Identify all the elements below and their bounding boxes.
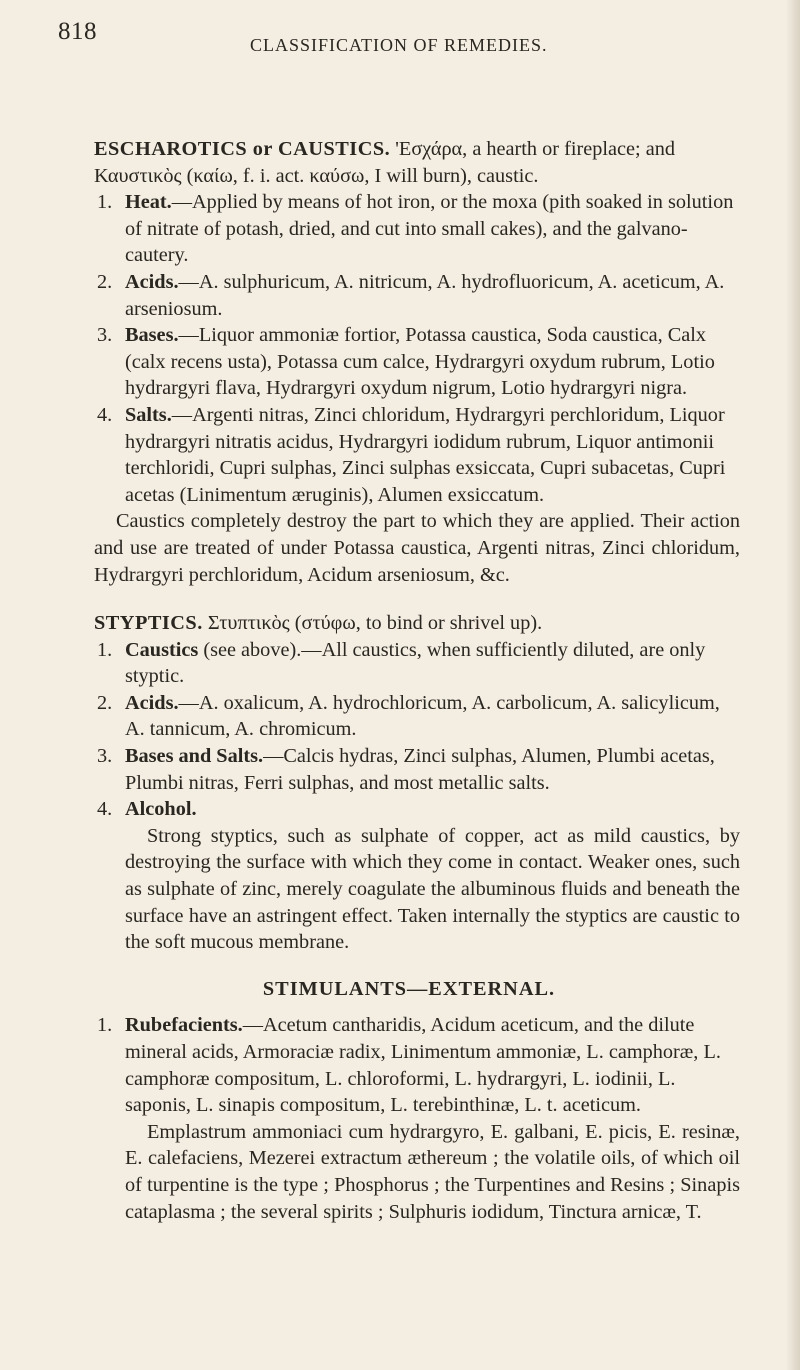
- page-header: [0, 0, 800, 100]
- item-title: Heat.: [125, 191, 172, 214]
- item-title: Alcohol.: [125, 798, 197, 821]
- item-text: —Argenti nitras, Zinci chloridum, Hydrargyri perchloridum, Liquor hydrargyri nitratis acidus, Hydrargyri iodidum rubrum, Liquor antimonii terchloridi, Cupri sulphas, Zinci sulphas exsiccata, Cupri subacetas, Cupri acetas (Linimentum æruginis), Alumen exsiccatum.: [125, 403, 726, 506]
- list-item: [78, 690, 740, 743]
- item-number: 4.: [97, 403, 113, 426]
- item-title: Acids.: [125, 691, 179, 714]
- item-number: 1.: [97, 191, 113, 214]
- list-item: [78, 1012, 740, 1118]
- escharotics-list: [78, 189, 740, 508]
- styptics-etymology: Στυπτικὸς (στύφω, to bind or shrivel up).: [207, 612, 543, 635]
- item-title: Rubefacients.: [125, 1014, 243, 1037]
- item-title: Bases and Salts.: [125, 745, 264, 768]
- stimulants-list: [78, 1012, 740, 1118]
- escharotics-intro: [78, 136, 740, 189]
- item-text: —Acetum cantharidis, Acidum aceticum, and the dilute mineral acids, Armoraciæ radix, Linimentum ammoniæ, L. camphoræ, L. camphoræ compositum, L. chloroformi, L. hydrargyri, L. iodinii, L. saponis, L. sinapis compositum, L. terebinthinæ, L. t. aceticum.: [125, 1014, 721, 1117]
- item-text: —Liquor ammoniæ fortior, Potassa caustica, Soda caustica, Calx (calx recens usta), Potassa cum calce, Hydrargyri oxydum rubrum, Lotio hydrargyri flava, Hydrargyri oxydum nigrum, Lotio hydrargyri nigra.: [125, 324, 715, 400]
- item-number: 1.: [97, 638, 113, 661]
- escharotics-etymology: 'Εσχάρα, a hearth or fireplace; and Καυστικὸς (καίω, f. i. act. καύσω, I will burn), caustic.: [94, 138, 676, 187]
- escharotics-heading: ESCHAROTICS or CAUSTICS.: [94, 138, 391, 160]
- list-item: [78, 402, 740, 508]
- item-number: 3.: [97, 745, 113, 768]
- item-number: 4.: [97, 798, 113, 821]
- list-item: [78, 743, 740, 796]
- styptics-list: [78, 637, 740, 823]
- item-text: —Applied by means of hot iron, or the moxa (pith soaked in solution of nitrate of potash, dried, and cut into small cakes), and the galvano-cautery.: [125, 191, 734, 267]
- item-title: Acids.: [125, 270, 179, 293]
- styptics-intro: [78, 610, 740, 637]
- page-number: 818: [58, 18, 97, 45]
- list-item: [78, 796, 740, 823]
- styptics-heading: STYPTICS.: [94, 612, 203, 635]
- item-text: (see above).—All caustics, when sufficiently diluted, are only styptic.: [125, 638, 706, 688]
- item-text: —A. sulphuricum, A. nitricum, A. hydrofluoricum, A. aceticum, A. arseniosum.: [125, 270, 725, 320]
- item-number: 2.: [97, 270, 113, 293]
- list-item: [78, 637, 740, 690]
- section-styptics: [78, 610, 740, 956]
- running-head: CLASSIFICATION OF REMEDIES.: [250, 35, 548, 55]
- stimulants-paragraph: Emplastrum ammoniaci cum hydrargyro, E. galbani, E. picis, E. resinæ, E. calefaciens, Mezerei extractum æthereum ; the volatile oils, of which oil of turpentine is the type ; Phosphorus ; the Turpentines and Resins ; Sinapis cataplasma ; the several spirits ; Sulphuris iodidum, Tinctura arnicæ, T.: [125, 1120, 740, 1223]
- item-number: 3.: [97, 324, 113, 347]
- item-text: —Calcis hydras, Zinci sulphas, Alumen, Plumbi acetas, Plumbi nitras, Ferri sulphas, and most metallic salts.: [125, 745, 715, 794]
- section-stimulants: [78, 1012, 740, 1225]
- page-edge-shadow: [786, 0, 800, 1370]
- section-escharotics: [78, 136, 740, 588]
- list-item: [78, 269, 740, 322]
- stimulants-heading: STIMULANTS—EXTERNAL.: [262, 977, 556, 1000]
- item-text: —A. oxalicum, A. hydrochloricum, A. carbolicum, A. salicylicum, A. tannicum, A. chromicum.: [125, 691, 720, 741]
- item-number: 1.: [97, 1014, 113, 1037]
- item-number: 2.: [97, 691, 113, 714]
- list-item: [78, 189, 740, 269]
- escharotics-paragraph: Caustics completely destroy the part to which they are applied. Their action and use are treated of under Potassa caustica, Argenti nitras, Zinci chloridum, Hydrargyri perchloridum, Acidum arseniosum, &c.: [94, 510, 740, 586]
- list-item: [78, 322, 740, 402]
- item-title: Caustics: [125, 638, 199, 661]
- item-title: Salts.: [125, 403, 172, 426]
- styptics-paragraph: Strong styptics, such as sulphate of copper, act as mild caustics, by destroying the surface with which they come in contact. Weaker ones, such as sulphate of zinc, merely coagulate the albuminous fluids and beneath the surface have an astringent effect. Taken internally the styptics are caustic to the soft mucous membrane.: [125, 824, 740, 954]
- page-body: [78, 136, 740, 1225]
- item-title: Bases.: [125, 324, 179, 347]
